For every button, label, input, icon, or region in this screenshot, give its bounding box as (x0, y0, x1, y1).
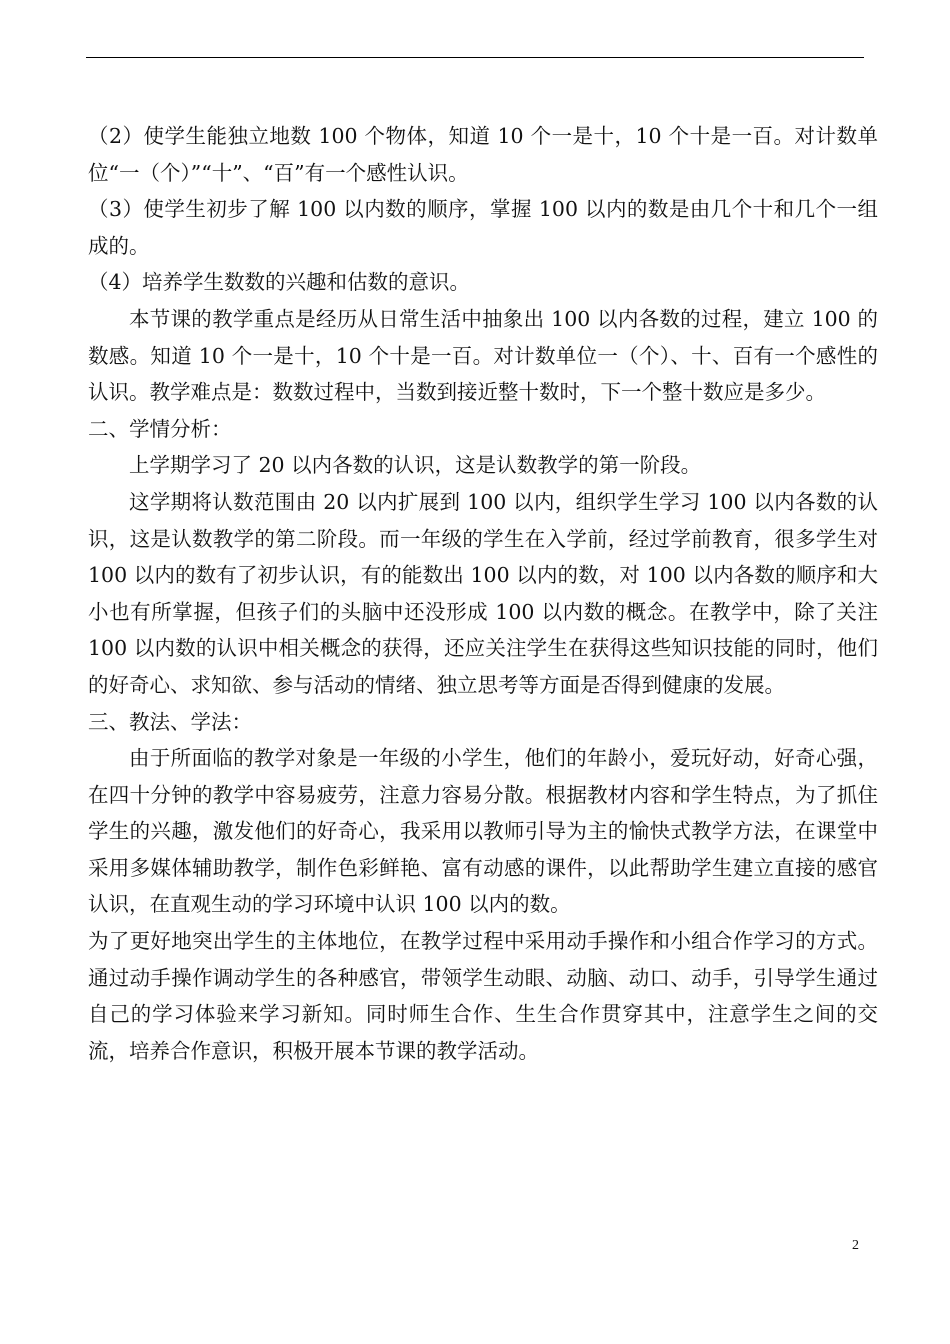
paragraph-learning-method: 为了更好地突出学生的主体地位，在教学过程中采用动手操作和小组合作学习的方式。通过动手操作调动学生的各种感官，带领学生动眼、动脑、动口、动手，引导学生通过自己的学习体验来学习新知。同时师生合作、生生合作贯穿其中，注意学生之间的交流，培养合作意识，积极开展本节课的教学活动。 (88, 929, 878, 1063)
paragraph-objective-4: （4）培养学生数数的兴趣和估数的意识。 (88, 270, 471, 295)
header-rule (86, 57, 864, 58)
document-body (88, 118, 878, 1069)
section-heading-student-analysis: 二、学情分析： (88, 416, 232, 441)
paragraph-teaching-focus: 本节课的教学重点是经历从日常生活中抽象出 100 以内各数的过程，建立 100 的数感。知道 10 个一是十，10 个十是一百。对计数单位一（个）、十、百有一个感性的认识。教学难点是：数数过程中，当数到接近整十数时，下一个整十数应是多少。 (88, 306, 878, 405)
paragraph-objective-2: （2）使学生能独立地数 100 个物体，知道 10 个一是十，10 个十是一百。对计数单位“一（个）”“十”、“百”有一个感性认识。 (88, 124, 878, 185)
section-heading-teaching-methods: 三、教法、学法： (88, 709, 252, 734)
paragraph-teaching-method: 由于所面临的教学对象是一年级的小学生，他们的年龄小，爱玩好动，好奇心强，在四十分钟的教学中容易疲劳，注意力容易分散。根据教材内容和学生特点，为了抓住学生的兴趣，激发他们的好奇心，我采用以教师引导为主的愉快式教学方法，在课堂中采用多媒体辅助教学，制作色彩鲜艳、富有动感的课件，以此帮助学生建立直接的感官认识，在直观生动的学习环境中认识 100 以内的数。 (88, 746, 878, 917)
page-number: 2 (852, 1238, 859, 1253)
paragraph-objective-3: （3）使学生初步了解 100 以内数的顺序，掌握 100 以内的数是由几个十和几个一组成的。 (88, 197, 878, 258)
paragraph-this-term: 这学期将认数范围由 20 以内扩展到 100 以内，组织学生学习 100 以内各数的认识，这是认数教学的第二阶段。而一年级的学生在入学前，经过学前教育，很多学生对 100 以内的数有了初步认识，有的能数出 100 以内的数，对 100 以内各数的顺序和大小也有所掌握，但孩子们的头脑中还没形成 100 以内数的概念。在教学中，除了关注 100 以内数的认识中相关概念的获得，还应关注学生在获得这些知识技能的同时，他们的好奇心、求知欲、参与活动的情绪、独立思考等方面是否得到健康的发展。 (88, 489, 878, 697)
paragraph-previous-term: 上学期学习了 20 以内各数的认识，这是认数教学的第一阶段。 (129, 453, 702, 478)
